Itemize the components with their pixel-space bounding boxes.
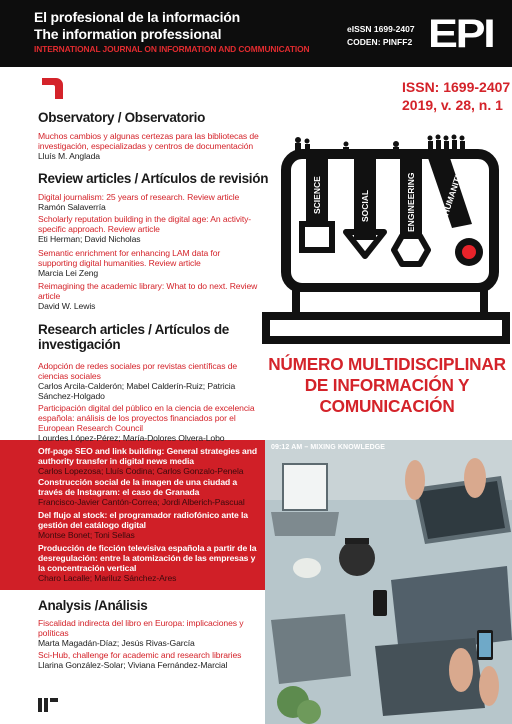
epi-logo: EPI bbox=[428, 12, 494, 56]
article-item[interactable] bbox=[38, 618, 260, 648]
footer-mark-icon bbox=[38, 698, 58, 712]
article-title[interactable]: Reimagining the academic library: What to do next. Review article bbox=[38, 281, 258, 301]
discipline-label: HUMANITIES bbox=[440, 163, 467, 217]
headline-line: NÚMERO MULTIDISCIPLINAR bbox=[268, 354, 506, 374]
article-authors: Llarina González-Solar; Viviana Fernández-Marcial bbox=[38, 660, 228, 670]
article-title[interactable]: Producción de ficción televisiva española a partir de la desregulación: entre la atomización de las empresas y la concentración vertical bbox=[38, 543, 257, 573]
journal-title-es: El profesional de la información bbox=[34, 9, 240, 25]
eissn: eISSN 1699-2407 bbox=[347, 24, 415, 34]
section-heading-analysis: Analysis /Análisis bbox=[38, 598, 148, 613]
discipline-bar bbox=[394, 158, 428, 264]
journal-header bbox=[0, 0, 512, 67]
article-authors: Lourdes López-Pérez; María-Dolores Olvera-Lobo bbox=[38, 433, 225, 443]
article-authors: Marta Magadán-Díaz; Jesús Rivas-García bbox=[38, 638, 195, 648]
article-item[interactable] bbox=[38, 248, 260, 278]
photo-caption: 09:12 AM – MIXING KNOWLEDGE bbox=[271, 444, 386, 451]
article-item[interactable] bbox=[38, 361, 260, 401]
article-item[interactable] bbox=[38, 543, 260, 583]
article-title[interactable]: Digital journalism: 25 years of research. Review article bbox=[38, 192, 240, 202]
article-authors: Carlos Lopezosa; Lluís Codina; Carlos Gonzalo-Penela bbox=[38, 466, 244, 476]
article-item[interactable] bbox=[38, 192, 260, 212]
article-item[interactable] bbox=[38, 403, 260, 443]
article-title[interactable]: Muchos cambios y algunas certezas para las bibliotecas de investigación, especializadas y centros de documentación bbox=[38, 131, 259, 151]
discipline-bar bbox=[302, 158, 332, 250]
article-title[interactable]: Del flujo al stock: el programador radiofónico ante la gestión del catálogo digital bbox=[38, 510, 248, 530]
article-item[interactable] bbox=[38, 650, 260, 670]
article-title[interactable]: Adopción de redes sociales por revistas científicas de ciencias sociales bbox=[38, 361, 238, 381]
issue-volume: 2019, v. 28, n. 1 bbox=[402, 97, 503, 113]
article-authors: Eti Herman; David Nicholas bbox=[38, 234, 141, 244]
article-authors: Carlos Arcila-Calderón; Mabel Calderín-Ruiz; Patricia Sánchez-Holgado bbox=[38, 381, 236, 401]
article-authors: Lluís M. Anglada bbox=[38, 151, 100, 161]
discipline-bar bbox=[346, 158, 384, 256]
article-title[interactable]: Off-page SEO and link building: General strategies and authority transfer in digital news media bbox=[38, 446, 258, 466]
discipline-label: SCIENCE bbox=[312, 176, 322, 214]
article-item[interactable] bbox=[38, 131, 260, 161]
coden: CODEN: PINFF2 bbox=[347, 37, 413, 47]
journal-subtitle: INTERNATIONAL JOURNAL ON INFORMATION AND COMMUNICATION bbox=[34, 44, 310, 54]
section-heading-observatory: Observatory / Observatorio bbox=[38, 110, 206, 125]
headline-line: COMUNICACIÓN bbox=[319, 396, 455, 416]
corner-mark-icon bbox=[40, 76, 64, 100]
issue-headline bbox=[262, 354, 512, 417]
discipline-label: SOCIAL bbox=[360, 189, 370, 222]
journal-title-en: The information professional bbox=[34, 26, 222, 42]
article-title[interactable]: Fiscalidad indirecta del libro en Europa: implicaciones y políticas bbox=[38, 618, 244, 638]
section-heading-review: Review articles / Artículos de revisión bbox=[38, 171, 269, 186]
article-title[interactable]: Participación digital del público en la ciencia de excelencia española: análisis de los proyectos financiados por el European Research Council bbox=[38, 403, 255, 433]
article-authors: Charo Lacalle; Mariluz Sánchez-Ares bbox=[38, 573, 177, 583]
discipline-bar bbox=[428, 158, 483, 266]
article-title[interactable]: Construcción social de la imagen de una ciudad a través de Instagram: el caso de Granada bbox=[38, 477, 238, 497]
article-authors: Ramón Salaverría bbox=[38, 202, 106, 212]
article-item[interactable] bbox=[38, 214, 260, 244]
issue-issn: ISSN: 1699-2407 bbox=[402, 79, 511, 95]
article-item[interactable] bbox=[38, 510, 260, 540]
article-authors: Marcia Lei Zeng bbox=[38, 268, 99, 278]
article-item[interactable] bbox=[38, 281, 260, 311]
article-authors: David W. Lewis bbox=[38, 301, 96, 311]
article-authors: Montse Bonet; Toni Sellas bbox=[38, 530, 135, 540]
cover-photo bbox=[265, 440, 512, 724]
desk-photo-illustration bbox=[265, 440, 512, 724]
article-title[interactable]: Sci-Hub, challenge for academic and research libraries bbox=[38, 650, 242, 660]
discipline-label: ENGINEERING bbox=[406, 172, 416, 232]
article-item[interactable] bbox=[38, 446, 260, 476]
disciplines-machine-illustration bbox=[262, 124, 512, 350]
article-title[interactable]: Scholarly reputation building in the digital age: An activity-specific approach. Review article bbox=[38, 214, 252, 234]
section-heading-research: Research articles / Artículos de investigación bbox=[38, 322, 229, 352]
headline-line: DE INFORMACIÓN Y bbox=[304, 375, 470, 395]
article-authors: Francisco-Javier Cantón-Correa; Jordi Alberich-Pascual bbox=[38, 497, 245, 507]
article-title[interactable]: Semantic enrichment for enhancing LAM data for supporting digital humanities. Review article bbox=[38, 248, 221, 268]
article-item[interactable] bbox=[38, 477, 260, 507]
